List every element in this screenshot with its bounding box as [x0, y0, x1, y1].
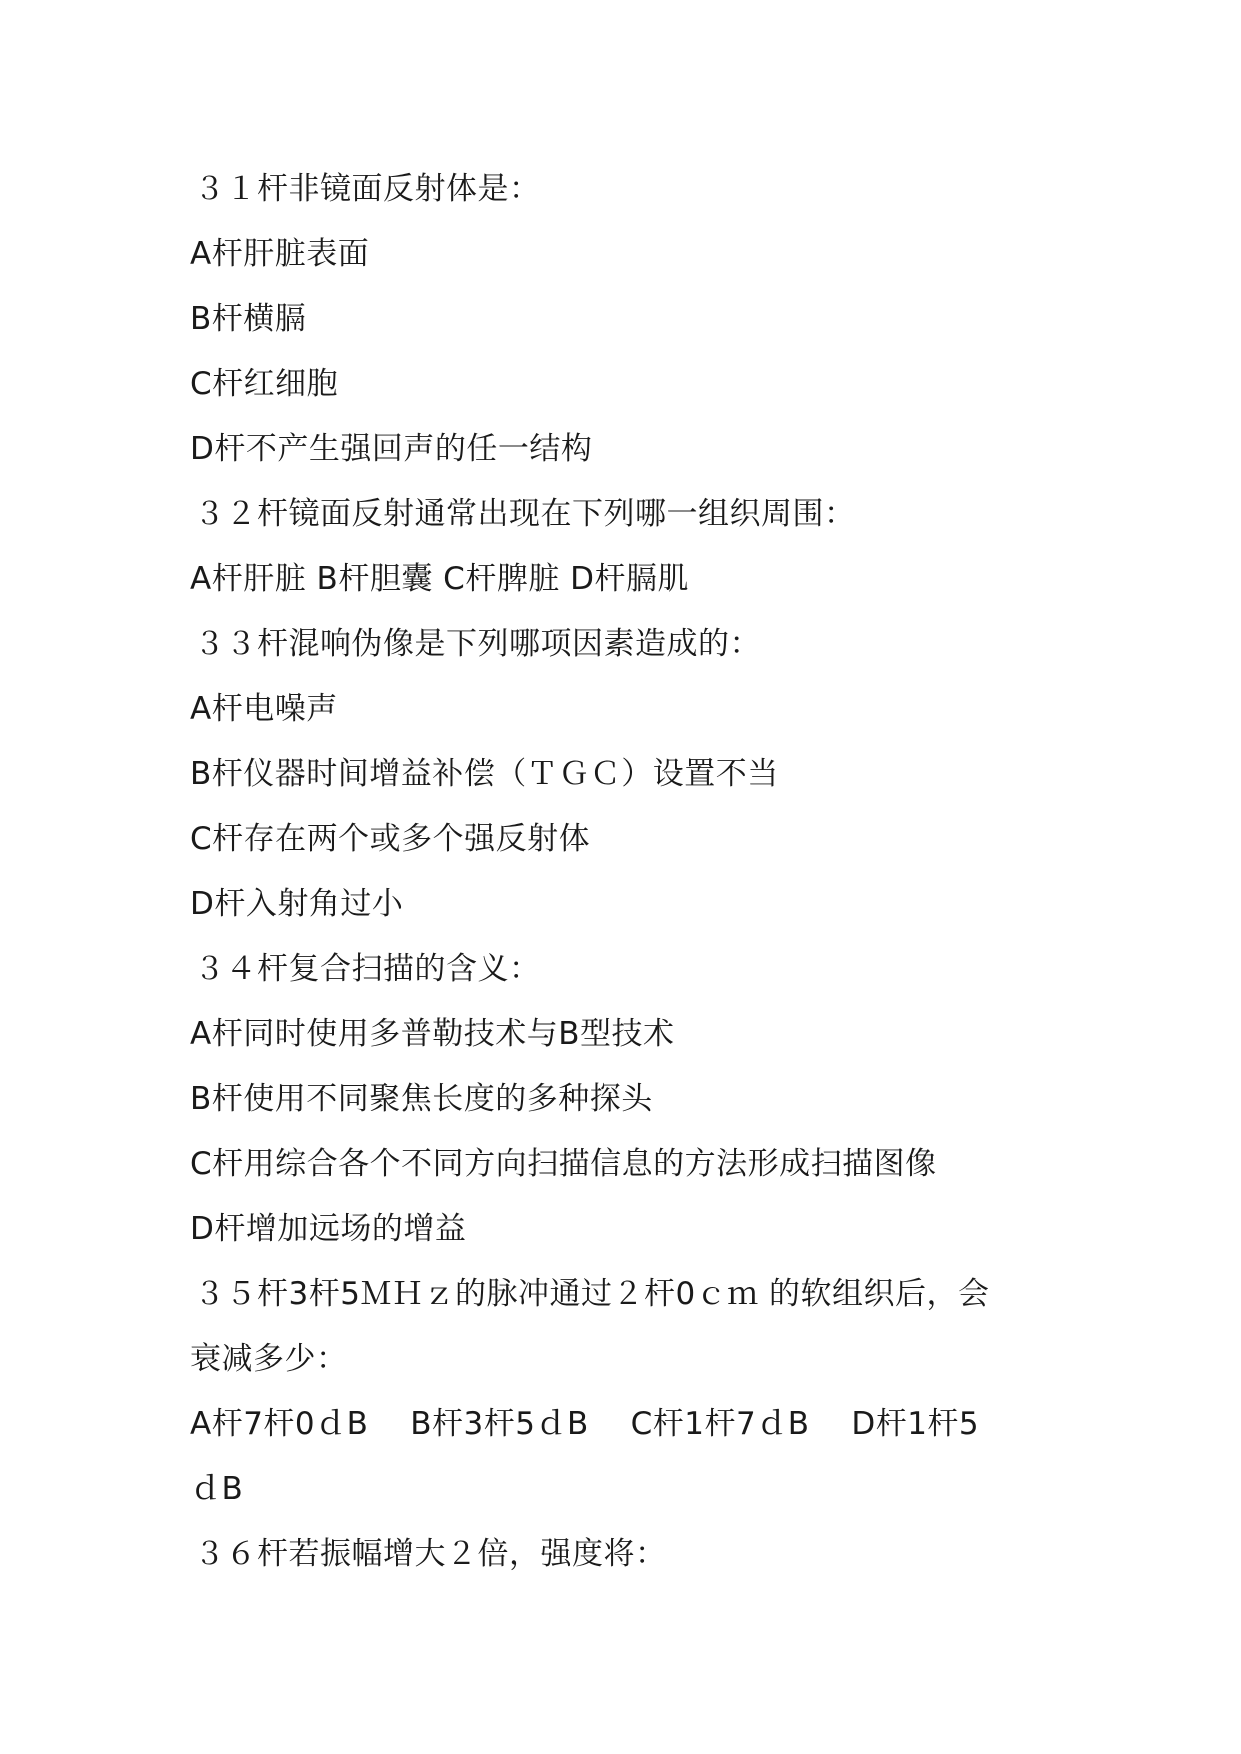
options-35-continued: ｄB	[190, 1471, 244, 1507]
option-31-c: C杆红细胞	[190, 366, 339, 402]
option-33-b: B杆仪器时间增益补偿（ＴＧＣ）设置不当	[190, 756, 779, 792]
option-33-c: C杆存在两个或多个强反射体	[190, 821, 591, 857]
options-32: A杆肝脏 B杆胆囊 C杆脾脏 D杆膈肌	[190, 561, 690, 597]
option-33-a: A杆电噪声	[190, 691, 338, 727]
question-31: ３１杆非镜面反射体是：	[194, 171, 541, 207]
question-33: ３３杆混响伪像是下列哪项因素造成的：	[194, 626, 761, 662]
option-34-a: A杆同时使用多普勒技术与B型技术	[190, 1016, 675, 1052]
question-35: ３５杆3杆5ＭＨｚ的脉冲通过２杆0ｃｍ 的软组织后，会	[194, 1276, 990, 1312]
option-31-d: D杆不产生强回声的任一结构	[190, 431, 593, 467]
question-32: ３２杆镜面反射通常出现在下列哪一组织周围：	[194, 496, 856, 532]
option-34-c: C杆用综合各个不同方向扫描信息的方法形成扫描图像	[190, 1146, 937, 1182]
option-33-d: D杆入射角过小	[190, 886, 404, 922]
question-35-continued: 衰减多少：	[190, 1341, 348, 1377]
options-35: A杆7杆0ｄB B杆3杆5ｄB C杆1杆7ｄB D杆1杆5	[190, 1406, 980, 1442]
option-34-b: B杆使用不同聚焦长度的多种探头	[190, 1081, 653, 1117]
question-34: ３４杆复合扫描的含义：	[194, 951, 541, 987]
question-text-block	[190, 157, 1070, 1587]
question-36: ３６杆若振幅增大２倍，强度将：	[194, 1536, 667, 1572]
option-34-d: D杆增加远场的增益	[190, 1211, 467, 1247]
option-31-b: B杆横膈	[190, 301, 307, 337]
option-31-a: A杆肝脏表面	[190, 236, 370, 272]
